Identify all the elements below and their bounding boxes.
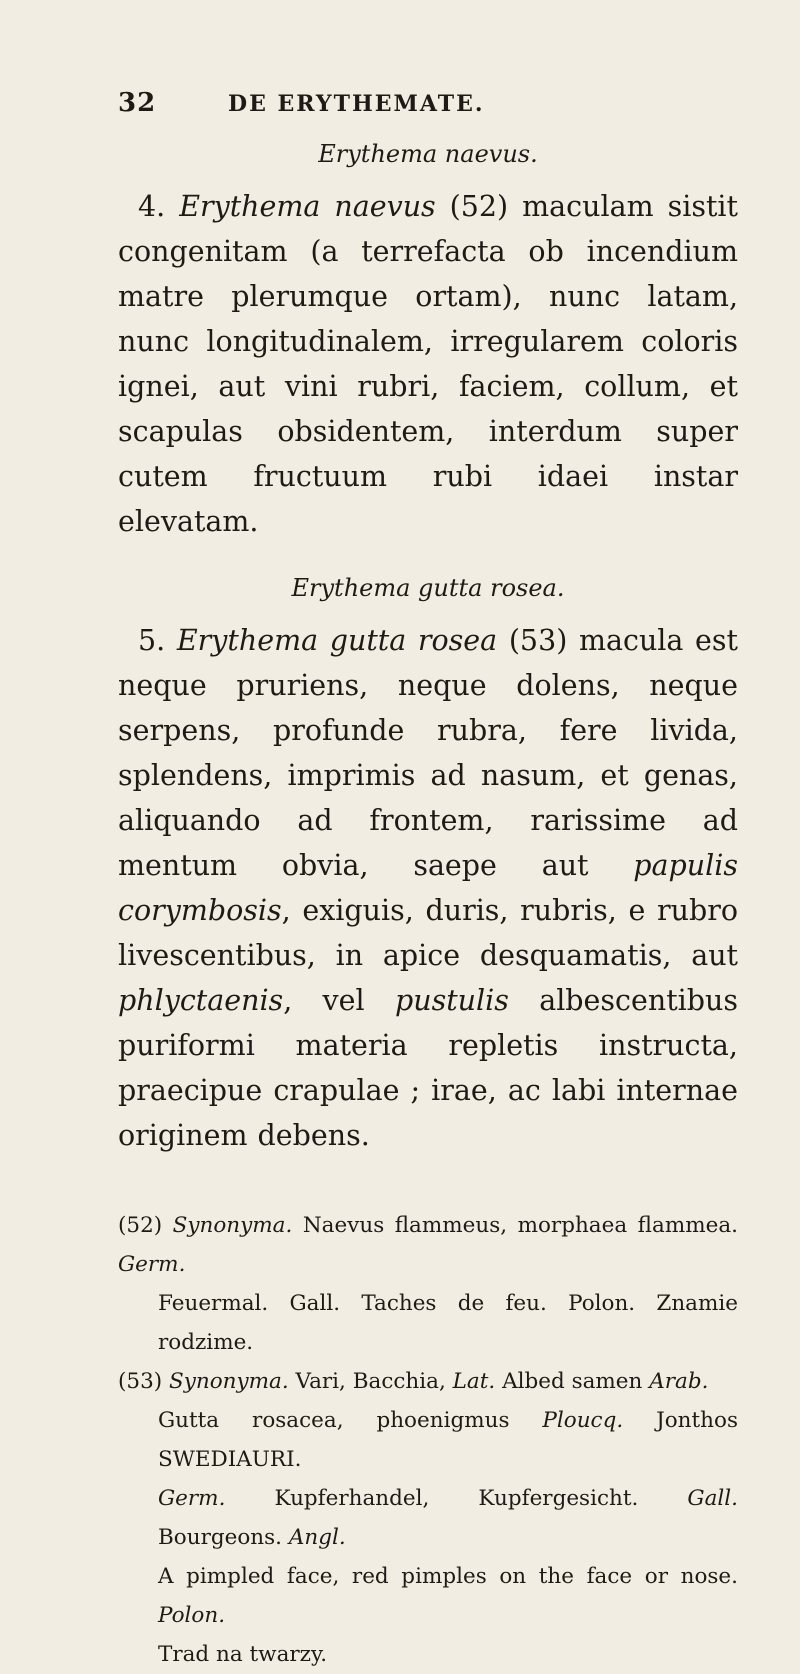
footnote-53-line-3b-text: Bourgeons.: [158, 1525, 283, 1550]
footnote-53-lat: Lat.: [452, 1369, 496, 1394]
section-5-pustulis: pustulis: [394, 984, 509, 1017]
footnote-52-synonyma: Synonyma.: [172, 1213, 293, 1238]
footnote-52: [118, 1206, 738, 1284]
footnote-53-line-4: [118, 1557, 738, 1635]
section-5-text-a: (53) macula est neque pruriens, neque dolens, neque serpens, profunde rubra, fere livida, splendens, imprimis ad nasum, et genas, aliquando ad frontem, rarissime ad mentum obvia, saepe aut: [118, 624, 739, 882]
section-4-term: Erythema naevus: [179, 190, 436, 223]
running-title: DE ERYTHEMATE.: [228, 91, 485, 117]
footnote-53-line-2-text: Gutta rosacea, phoenigmus: [158, 1408, 510, 1433]
footnote-52-marker: (52): [118, 1213, 163, 1238]
section-5-phlyctaenis: phlyctaenis: [118, 984, 284, 1017]
footnote-53-line-3: [118, 1479, 738, 1557]
footnote-53-line-4-text: A pimpled face, red pimples on the face or nose.: [158, 1564, 738, 1589]
section-5-text-c: , vel: [283, 984, 365, 1017]
section-5-paragraph: [118, 618, 738, 1158]
footnote-53-line-5-text: Trad na twarzy.: [158, 1642, 328, 1667]
footnote-53-germ: Germ.: [158, 1486, 226, 1511]
footnote-53-text-1: Vari, Bacchia,: [295, 1369, 446, 1394]
footnote-52-continuation: [118, 1284, 738, 1362]
section-4-paragraph: [118, 184, 738, 544]
footnote-53-angl: Angl.: [288, 1525, 346, 1550]
footnote-53-ploucq: Ploucq.: [542, 1408, 624, 1433]
footnote-52-cont-text: Feuermal. Gall. Taches de feu. Polon. Znamie rodzime.: [158, 1291, 738, 1355]
section-4-text: (52) maculam sistit congenitam (a terrefacta ob incendium matre plerumque ortam), nunc latam, nunc longitudinalem, irregularem coloris ignei, aut vini rubri, faciem, collum, et scapulas obsidentem, interdum super cutem fructuum rubi idaei instar elevatam.: [118, 190, 738, 538]
section-5-term: Erythema gutta rosea: [176, 624, 498, 657]
footnote-53-line-2b-text: Jonthos SWEDIAURI.: [158, 1408, 738, 1472]
footnote-53: [118, 1362, 738, 1401]
footnote-53-gall: Gall.: [687, 1486, 739, 1511]
footnote-53-synonyma: Synonyma.: [168, 1369, 289, 1394]
footnote-53-polon: Polon.: [158, 1603, 226, 1628]
section-4-number: 4.: [138, 190, 166, 223]
footnote-52-text: Naevus flammeus, morphaea flammea.: [302, 1213, 738, 1238]
footnotes: [118, 1206, 738, 1674]
footnote-53-arab: Arab.: [649, 1369, 709, 1394]
page-number: 32: [118, 88, 157, 118]
section-gap: [118, 544, 738, 574]
footnote-53-line-3-text: Kupferhandel, Kupfergesicht.: [274, 1486, 639, 1511]
footnote-52-germ: Germ.: [118, 1252, 186, 1277]
running-head: [118, 88, 738, 118]
section-4-subhead: Erythema naevus.: [318, 140, 538, 168]
footnote-53-line-5: [118, 1635, 738, 1674]
section-5-subhead: Erythema gutta rosea.: [291, 574, 565, 602]
section-5-text-b: , exiguis, duris, rubris, e rubro livescentibus, in apice desquamatis, aut: [118, 894, 738, 972]
section-5-papulis: papulis corymbosis: [118, 849, 738, 927]
footnote-53-text-2: Albed samen: [502, 1369, 643, 1394]
section-5-text-d: albescentibus puriformi materia repletis instructa, praecipue crapulae ; irae, ac labi internae originem debens.: [118, 984, 739, 1152]
section-5-number: 5.: [138, 624, 166, 657]
footnote-53-marker: (53): [118, 1369, 163, 1394]
footnote-53-line-2: [118, 1401, 738, 1479]
